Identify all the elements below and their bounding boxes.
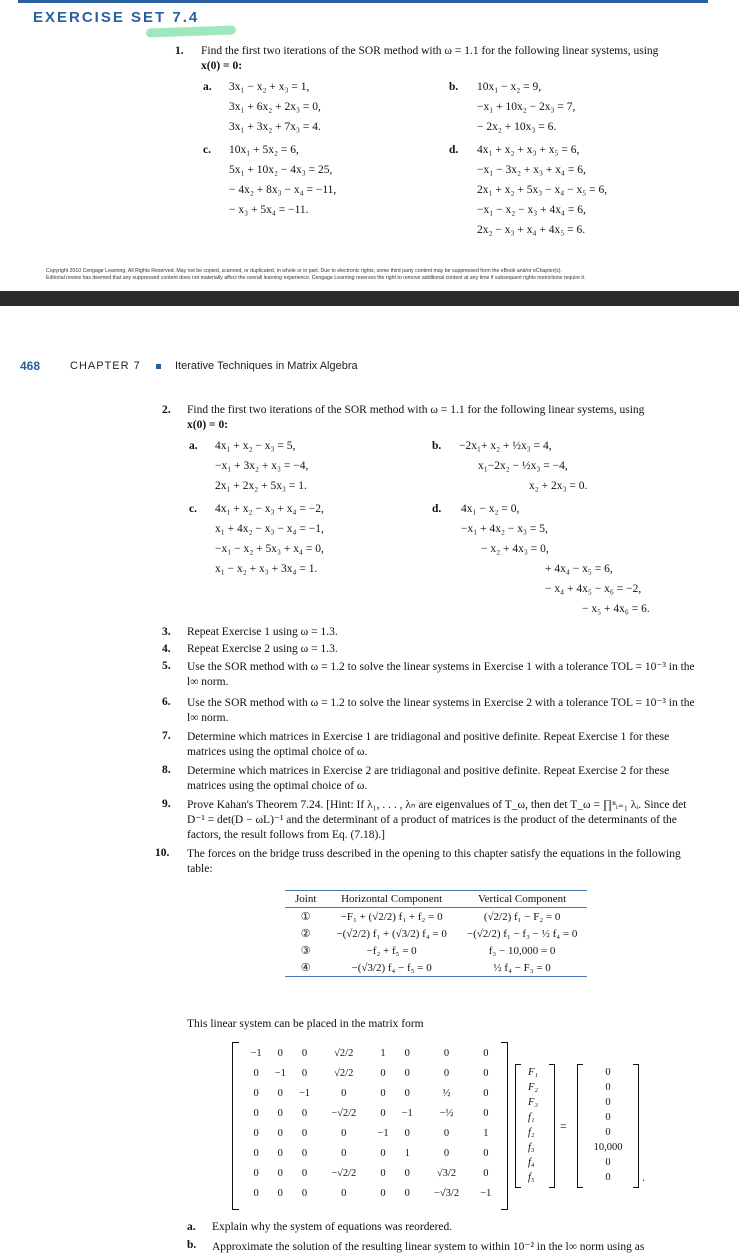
- table-row: [285, 959, 587, 977]
- matrix-cell: √2/2: [334, 1067, 354, 1079]
- table-row: [285, 925, 587, 942]
- ex1-d-line5: 2x₂ − x₃ + x₄ + 4x₅ = 6.: [477, 224, 586, 236]
- matrix-cell: −√2/2: [331, 1167, 357, 1179]
- rhs-vector: [577, 1064, 639, 1188]
- ex6-number: 6.: [162, 696, 171, 708]
- matrix-cell: 0: [443, 1127, 450, 1139]
- matrix-row: [244, 1063, 498, 1083]
- matrix-row: [244, 1103, 498, 1123]
- variable-vector: [515, 1064, 555, 1188]
- table-cell: −(√2/2) f₁ + (√3/2) f₄ = 0: [336, 927, 447, 940]
- bullet-square-icon: [156, 364, 161, 369]
- matrix-cell: 0: [301, 1107, 308, 1119]
- matrix-cell: √2/2: [334, 1047, 354, 1059]
- matrix-cell: 0: [443, 1047, 450, 1059]
- table-cell: −(√2/2) f₁ − f₃ − ½ f₄ = 0: [466, 927, 578, 940]
- ex1-b-line2: −x₁ + 10x₂ − 2x₃ = 7,: [477, 101, 576, 113]
- vars-left-bracket: [515, 1064, 521, 1188]
- matrix-cell: 0: [253, 1187, 259, 1199]
- rhs-column: [577, 1065, 639, 1185]
- matrix-cell: 1: [380, 1047, 386, 1059]
- table-cell: −f₂ + f₅ = 0: [366, 944, 417, 957]
- ex1-c-line1: 10x₁ + 5x₂ = 6,: [229, 144, 299, 156]
- ex8-text: Determine which matrices in Exercise 2 are tridiagonal and positive definite. Repeat Exercise 2 for these matrices using the optimal choice of ω.: [187, 765, 670, 792]
- matrix-cell: −1: [250, 1047, 262, 1059]
- vector-entry: f₄: [528, 1157, 535, 1168]
- subpart-a-text: Explain why the system of equations was reordered.: [212, 1221, 453, 1233]
- matrix-cell: 0: [301, 1187, 308, 1199]
- matrix-cell: 0: [341, 1127, 347, 1139]
- table-cell: ½ f₄ − F₃ = 0: [457, 959, 587, 977]
- matrix-cell: 0: [277, 1167, 283, 1179]
- ex2-c-label: c.: [189, 503, 197, 515]
- ex2-d-line1: 4x₁ − x₂ = 0,: [461, 503, 520, 515]
- matrix-cell: 0: [301, 1047, 308, 1059]
- ex2-b-line2: x₁−2x₂ − ½x₃ = −4,: [478, 460, 568, 472]
- matrix-cell: 0: [341, 1187, 347, 1199]
- ex2-number: 2.: [162, 404, 171, 416]
- table-cell: ①: [300, 911, 311, 923]
- highlight-mark: [146, 25, 236, 37]
- matrix-cell: 1: [404, 1147, 410, 1159]
- matrix-cell: 0: [301, 1167, 308, 1179]
- ex4-text: Repeat Exercise 2 using ω = 1.3.: [187, 643, 338, 655]
- subpart-b-text: Approximate the solution of the resulting linear system to within 10⁻² in the l∞ norm using as: [212, 1241, 645, 1253]
- ex5-number: 5.: [162, 660, 171, 672]
- ex2-d-label: d.: [432, 503, 442, 515]
- matrix-cell: 0: [253, 1167, 259, 1179]
- rhs-entry: 0: [605, 1127, 611, 1138]
- exercise-set-title: EXERCISE SET 7.4: [33, 9, 200, 26]
- ex2-b-label: b.: [432, 440, 442, 452]
- equals-sign: =: [560, 1119, 567, 1133]
- matrix-cell: −1: [298, 1087, 311, 1099]
- rhs-entry: 0: [605, 1067, 611, 1078]
- matrix-cell: ½: [442, 1087, 451, 1099]
- matrix-row: [244, 1143, 498, 1163]
- forces-table: [285, 890, 587, 977]
- matrix-cell: 0: [380, 1167, 386, 1179]
- matrix-cell: 0: [404, 1047, 410, 1059]
- ex1-c-line2: 5x₁ + 10x₂ − 4x₃ = 25,: [229, 164, 333, 176]
- ex1-d-line4: −x₁ − x₂ − x₃ + 4x₄ = 6,: [477, 204, 586, 216]
- ex2-c-line1: 4x₁ + x₂ − x₃ + x₄ = −2,: [215, 503, 324, 515]
- copyright-line1: Copyright 2010 Cengage Learning. All Rights Reserved. May not be copied, scanned, or duplicated, in whole or in part. Due to electronic rights, some third party content may be suppressed from the eBook and/or eChapter(s).: [46, 268, 562, 274]
- top-rule: [18, 0, 708, 3]
- matrix-cell: 0: [483, 1167, 489, 1179]
- ex7-number: 7.: [162, 730, 171, 742]
- matrix-cell: 0: [404, 1067, 410, 1079]
- ex2-a-line3: 2x₁ + 2x₂ + 5x₃ = 1.: [215, 480, 307, 492]
- left-bracket: [232, 1042, 239, 1210]
- matrix-cell: 0: [253, 1087, 259, 1099]
- matrix-cell: 0: [277, 1127, 283, 1139]
- matrix-cell: 1: [483, 1127, 489, 1139]
- matrix-cell: 0: [301, 1127, 308, 1139]
- forces-table-wrap: [285, 890, 587, 977]
- matrix-cell: 0: [277, 1147, 283, 1159]
- ex2-prompt2: x(0) = 0:: [187, 419, 229, 431]
- ex2-b-line3: x₂ + 2x₃ = 0.: [529, 480, 588, 492]
- matrix-cell: −1: [274, 1067, 286, 1079]
- matrix-table: [244, 1043, 498, 1203]
- matrix-cell: 0: [404, 1087, 410, 1099]
- ex2-c-line2: x₁ + 4x₂ − x₃ − x₄ = −1,: [215, 523, 324, 535]
- vars-column: [528, 1065, 538, 1185]
- chapter-label: CHAPTER 7: [70, 360, 141, 372]
- matrix-cell: 0: [380, 1087, 386, 1099]
- matrix-cell: 0: [301, 1147, 308, 1159]
- ex1-number: 1.: [175, 45, 184, 57]
- ex10-text: The forces on the bridge truss described in the opening to this chapter satisfy the equations in the following table:: [187, 848, 681, 875]
- matrix-cell: 0: [483, 1087, 489, 1099]
- table-cell: −F₁ + (√2/2) f₁ + f₂ = 0: [340, 910, 443, 923]
- rhs-entry: 0: [605, 1172, 611, 1183]
- matrix-cell: 0: [443, 1147, 450, 1159]
- matrix-cell: −1: [377, 1127, 389, 1139]
- matrix-cell: 0: [443, 1067, 450, 1079]
- ex2-c-line3: −x₁ − x₂ + 5x₃ + x₄ = 0,: [215, 543, 324, 555]
- subpart-a-label: a.: [187, 1221, 196, 1233]
- ex2-d-line4: + 4x₄ − x₅ = 6,: [545, 563, 613, 575]
- matrix-cell: 0: [404, 1187, 410, 1199]
- ex2-b-line1: −2x₁+ x₂ + ½x₃ = 4,: [459, 440, 552, 452]
- rhs-entry: 0: [605, 1112, 611, 1123]
- vector-entry: F₂: [528, 1082, 539, 1093]
- matrix-cell: 0: [277, 1047, 283, 1059]
- ex9-text: Prove Kahan's Theorem 7.24. [Hint: If λ₁, . . . , λₙ are eigenvalues of T_ω, then det T_ω = ∏ⁿᵢ₌₁ λᵢ. Since det D⁻¹ = det(D − ωL)⁻¹ and the determinant of a product of matrices is the product of the determinants of the factors, the result follows from Eq. (7.18).]: [187, 799, 687, 841]
- vector-entry: F₃: [528, 1097, 539, 1108]
- table-cell: (√2/2) f₁ − F₂ = 0: [483, 910, 561, 923]
- matrix-cell: 0: [253, 1107, 259, 1119]
- ex5-text: Use the SOR method with ω = 1.2 to solve the linear systems in Exercise 1 with a tolerance TOL = 10⁻³ in the l∞ norm.: [187, 661, 695, 688]
- matrix-cell: −√2/2: [331, 1107, 357, 1119]
- matrix-cell: 0: [483, 1047, 489, 1059]
- matrix-cell: 0: [404, 1167, 410, 1179]
- table-row: [285, 908, 587, 926]
- ex2-d-line2: −x₁ + 4x₂ − x₃ = 5,: [461, 523, 548, 535]
- matrix-cell: 0: [341, 1147, 347, 1159]
- ex3-text: Repeat Exercise 1 using ω = 1.3.: [187, 626, 338, 638]
- rhs-entry: 0: [605, 1082, 611, 1093]
- table-cell: ④: [285, 959, 326, 977]
- ex2-a-line2: −x₁ + 3x₂ + x₃ = −4,: [215, 460, 309, 472]
- ex6-text: Use the SOR method with ω = 1.2 to solve the linear systems in Exercise 2 with a tolerance TOL = 10⁻³ in the l∞ norm.: [187, 697, 695, 724]
- ex2-c-line4: x₁ − x₂ + x₃ + 3x₄ = 1.: [215, 563, 318, 575]
- ex1-d-line1: 4x₁ + x₂ + x₃ + x₅ = 6,: [477, 144, 580, 156]
- matrix-cell: 0: [253, 1127, 259, 1139]
- ex1-c-line3: − 4x₂ + 8x₃ − x₄ = −11,: [229, 184, 337, 196]
- matrix-cell: 0: [404, 1127, 410, 1139]
- matrix-cell: 0: [253, 1147, 259, 1159]
- matrix-cell: 0: [341, 1087, 347, 1099]
- matrix-cell: 0: [380, 1107, 386, 1119]
- ex2-d-line3: − x₂ + 4x₃ = 0,: [481, 543, 549, 555]
- ex1-c-line4: − x₃ + 5x₄ = −11.: [229, 204, 309, 216]
- ex4-number: 4.: [162, 643, 171, 655]
- ex9-number: 9.: [162, 798, 171, 810]
- matrix-intro: This linear system can be placed in the matrix form: [187, 1018, 424, 1030]
- table-row: [285, 942, 587, 959]
- ex1-a-label: a.: [203, 81, 212, 93]
- rhs-entry: 10,000: [593, 1142, 623, 1153]
- matrix-cell: 0: [277, 1107, 283, 1119]
- matrix-row: [244, 1083, 498, 1103]
- ex2-a-label: a.: [189, 440, 198, 452]
- ex1-c-label: c.: [203, 144, 211, 156]
- table-cell: ②: [300, 928, 311, 940]
- matrix-cell: 0: [253, 1067, 259, 1079]
- vector-entry: F₁: [528, 1067, 539, 1078]
- matrix-row: [244, 1183, 498, 1203]
- vector-entry: f₃: [528, 1142, 535, 1153]
- matrix-row: [244, 1043, 498, 1063]
- ex7-text: Determine which matrices in Exercise 1 are tridiagonal and positive definite. Repeat Exercise 1 for these matrices using the optimal choice of ω.: [187, 731, 670, 758]
- matrix-row: [244, 1163, 498, 1183]
- matrix-cell: 0: [483, 1107, 489, 1119]
- vector-entry: f₅: [528, 1172, 535, 1183]
- ex1-a-line1: 3x₁ − x₂ + x₃ = 1,: [229, 81, 310, 93]
- page-number: 468: [20, 359, 41, 373]
- matrix-cell: −1: [480, 1187, 492, 1199]
- table-header-horizontal: Horizontal Component: [326, 891, 456, 908]
- ex2-d-line6: − x₅ + 4x₆ = 6.: [582, 603, 650, 615]
- copyright-notice: [46, 268, 585, 282]
- right-bracket: [501, 1042, 508, 1210]
- matrix-cell: −½: [439, 1107, 454, 1119]
- ex3-number: 3.: [162, 626, 171, 638]
- ex1-b-line1: 10x₁ − x₂ = 9,: [477, 81, 542, 93]
- matrix-cell: 0: [380, 1147, 386, 1159]
- matrix-cell: −√3/2: [433, 1187, 460, 1199]
- vars-right-bracket: [549, 1064, 555, 1188]
- ex2-prompt: Find the first two iterations of the SOR method with ω = 1.1 for the following linear systems, using: [187, 404, 645, 416]
- ex1-prompt2: x(0) = 0:: [201, 60, 243, 72]
- ex1-prompt: Find the first two iterations of the SOR method with ω = 1.1 for the following linear systems, using: [201, 45, 659, 57]
- matrix-cell: 0: [301, 1067, 308, 1079]
- matrix-cell: 0: [380, 1067, 386, 1079]
- ex2-a-line1: 4x₁ + x₂ − x₃ = 5,: [215, 440, 296, 452]
- ex1-d-line3: 2x₁ + x₂ + 5x₃ − x₄ − x₅ = 6,: [477, 184, 608, 196]
- period: .: [642, 1172, 645, 1184]
- table-header-vertical: Vertical Component: [457, 891, 587, 908]
- table-cell: ③: [300, 945, 311, 957]
- subpart-b-label: b.: [187, 1239, 197, 1251]
- table-header-joint: Joint: [285, 891, 326, 908]
- rhs-entry: 0: [605, 1157, 611, 1168]
- ex1-d-line2: −x₁ − 3x₂ + x₃ + x₄ = 6,: [477, 164, 586, 176]
- ex10-number: 10.: [155, 847, 170, 859]
- vector-entry: f₂: [528, 1127, 535, 1138]
- matrix-cell: −1: [401, 1107, 413, 1119]
- vector-entry: f₁: [528, 1112, 535, 1123]
- coefficient-matrix: [232, 1042, 508, 1210]
- table-cell: f₃ − 10,000 = 0: [488, 944, 556, 957]
- page-break-band: [0, 291, 739, 306]
- matrix-row: [244, 1123, 498, 1143]
- table-cell: −(√3/2) f₄ − f₅ = 0: [326, 959, 456, 977]
- matrix-cell: 0: [380, 1187, 386, 1199]
- matrix-cell: √3/2: [436, 1167, 457, 1179]
- matrix-cell: 0: [483, 1147, 489, 1159]
- matrix-cell: 0: [483, 1067, 489, 1079]
- chapter-title: Iterative Techniques in Matrix Algebra: [175, 360, 358, 372]
- ex8-number: 8.: [162, 764, 171, 776]
- ex1-a-line3: 3x₁ + 3x₂ + 7x₃ = 4.: [229, 121, 321, 133]
- ex1-d-label: d.: [449, 144, 459, 156]
- copyright-line2: Editorial review has deemed that any suppressed content does not materially affect the overall learning experience. Cengage Learning reserves the right to remove additional content at any time if subsequent rights restrictions require it.: [46, 275, 586, 281]
- ex2-d-line5: − x₄ + 4x₅ − x₆ = −2,: [545, 583, 642, 595]
- rhs-entry: 0: [605, 1097, 611, 1108]
- ex1-a-line2: 3x₁ + 6x₂ + 2x₃ = 0,: [229, 101, 321, 113]
- matrix-cell: 0: [277, 1087, 283, 1099]
- ex1-b-label: b.: [449, 81, 459, 93]
- matrix-cell: 0: [277, 1187, 283, 1199]
- ex1-b-line3: − 2x₂ + 10x₃ = 6.: [477, 121, 557, 133]
